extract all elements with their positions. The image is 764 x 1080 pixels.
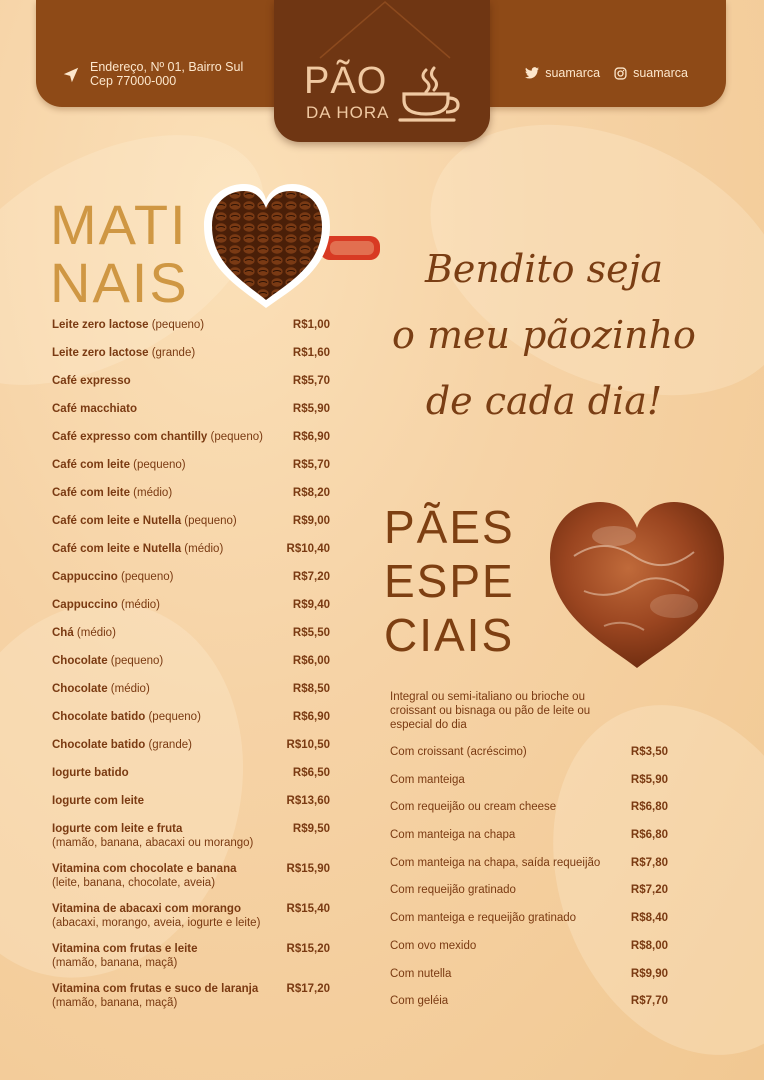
menu-item-price: R$9,50	[292, 823, 330, 835]
location-arrow-icon	[62, 66, 80, 84]
logo-subtitle: DA HORA	[306, 103, 390, 122]
menu-item-price: R$6,50	[292, 767, 330, 779]
menu-item-price: R$6,90	[292, 711, 330, 723]
menu-item-title: Chocolate	[52, 683, 108, 695]
menu-item-title: Café com leite e Nutella	[52, 515, 182, 527]
address-text	[90, 60, 243, 88]
title-line: CIAIS	[384, 609, 515, 661]
menu-item	[52, 982, 330, 1010]
menu-item-name	[52, 738, 281, 752]
instagram-icon	[614, 67, 627, 80]
menu-item-name	[52, 458, 287, 472]
menu-item-price: R$1,60	[292, 347, 330, 359]
menu-item	[52, 654, 330, 668]
menu-item	[52, 942, 330, 970]
menu-item-title: Chá	[52, 627, 74, 639]
section-title-matinais	[50, 193, 189, 314]
menu-item	[52, 374, 330, 388]
menu-item	[52, 626, 330, 640]
menu-item-price: R$8,50	[292, 683, 330, 695]
menu-item-title: Cappuccino	[52, 599, 118, 611]
menu-item-title: Iogurte com leite e fruta	[52, 823, 183, 835]
menu-item-title: Café com leite	[52, 487, 130, 499]
menu-item	[390, 773, 668, 787]
menu-item-name	[52, 514, 287, 528]
menu-item-name: Com manteiga e requeijão gratinado	[390, 912, 577, 925]
menu-item-size: (médio)	[73, 627, 116, 639]
twitter-icon	[525, 67, 539, 79]
menu-item	[52, 862, 330, 890]
menu-item-name: Com requeijão gratinado	[390, 884, 516, 897]
menu-item-size: (médio)	[129, 487, 173, 499]
roof-lines-decoration	[300, 0, 470, 60]
menu-item-price: R$7,70	[630, 995, 668, 1008]
menu-item-name	[52, 570, 287, 584]
menu-item-size: (médio)	[107, 683, 150, 695]
menu-item-price: R$6,90	[292, 431, 330, 443]
menu-item-name: Com manteiga	[390, 773, 465, 786]
menu-item-price: R$15,20	[286, 943, 330, 955]
paes-menu-list	[390, 745, 668, 1022]
menu-item-name	[52, 822, 287, 850]
menu-item-ingredients: (abacaxi, morango, aveia, iogurte e leite)	[52, 917, 261, 929]
instagram-handle: suamarca	[633, 66, 688, 80]
menu-item	[390, 856, 668, 870]
menu-item-price: R$9,00	[292, 515, 330, 527]
menu-item-name: Com ovo mexido	[390, 939, 477, 952]
menu-item-price: R$17,20	[286, 983, 330, 995]
menu-item-size: (grande)	[148, 347, 196, 359]
menu-item-size: (pequeno)	[207, 431, 263, 443]
menu-item-size: (pequeno)	[181, 515, 237, 527]
menu-item-title: Chocolate batido	[52, 739, 146, 751]
menu-item-price: R$9,90	[630, 967, 668, 980]
menu-item-name	[52, 374, 287, 388]
menu-item-title: Café com leite e Nutella	[52, 543, 182, 555]
menu-item-name	[52, 402, 287, 416]
menu-item-title: Vitamina com frutas e leite	[52, 943, 198, 955]
menu-item-title: Leite zero lactose	[52, 347, 149, 359]
section-title-paes-especiais	[384, 500, 515, 662]
menu-item	[390, 828, 668, 842]
menu-item-price: R$6,00	[292, 655, 330, 667]
menu-item-price: R$5,90	[292, 403, 330, 415]
menu-item-name	[52, 318, 287, 332]
menu-item-name	[52, 486, 287, 500]
menu-item-name	[52, 942, 281, 970]
menu-item-price: R$5,70	[292, 375, 330, 387]
menu-item-price: R$3,50	[630, 746, 668, 758]
menu-item-ingredients: (mamão, banana, abacaxi ou morango)	[52, 837, 254, 849]
menu-item	[390, 939, 668, 953]
slogan-line: Bendito seja	[424, 247, 664, 291]
menu-item-title: Vitamina com chocolate e banana	[52, 863, 237, 875]
menu-item-size: (pequeno)	[145, 711, 201, 723]
menu-item-price: R$7,20	[292, 571, 330, 583]
menu-item	[52, 902, 330, 930]
menu-item-title: Chocolate batido	[52, 711, 146, 723]
menu-item-price: R$15,90	[286, 863, 330, 875]
matinais-menu-list	[52, 318, 330, 1022]
menu-item	[52, 458, 330, 472]
menu-item-price: R$5,50	[292, 627, 330, 639]
menu-item-price: R$9,40	[292, 599, 330, 611]
menu-item	[390, 911, 668, 925]
menu-item-name	[52, 862, 281, 890]
menu-item	[52, 766, 330, 780]
menu-item-price: R$8,20	[292, 487, 330, 499]
menu-item	[52, 682, 330, 696]
menu-item-name: Com croissant (acréscimo)	[390, 746, 527, 758]
menu-item-title: Chocolate	[52, 655, 108, 667]
menu-item	[52, 402, 330, 416]
menu-item	[52, 514, 330, 528]
menu-item	[52, 738, 330, 752]
slogan-line: de cada dia!	[425, 379, 663, 423]
menu-item-price: R$1,00	[292, 319, 330, 331]
menu-item-price: R$13,60	[286, 795, 330, 807]
menu-item	[52, 486, 330, 500]
menu-item-title: Café macchiato	[52, 403, 138, 415]
menu-item-price: R$10,40	[286, 543, 330, 555]
instagram-link[interactable]	[614, 66, 688, 80]
menu-item-name	[52, 654, 287, 668]
menu-item	[390, 883, 668, 897]
coffee-cup-icon	[398, 66, 460, 126]
paes-intro-text: Integral ou semi-italiano ou brioche ou croissant ou bisnaga ou pão de leite ou especial do dia	[390, 691, 591, 731]
menu-item	[52, 822, 330, 850]
menu-item-size: (pequeno)	[148, 319, 205, 331]
menu-item	[390, 800, 668, 814]
slogan-line: o meu pãozinho	[392, 313, 696, 357]
menu-item-price: R$6,80	[630, 801, 668, 814]
menu-item-ingredients: (leite, banana, chocolate, aveia)	[52, 877, 216, 889]
menu-item-name	[52, 794, 281, 808]
address-block	[62, 60, 243, 88]
menu-item	[390, 745, 668, 759]
menu-item-price: R$7,20	[630, 884, 668, 897]
title-line: ESPE	[384, 555, 515, 607]
menu-item-name	[52, 542, 281, 556]
heart-bread-image	[544, 496, 730, 674]
menu-item-name: Com manteiga na chapa	[390, 829, 516, 842]
menu-item-title: Café expresso com chantilly	[52, 431, 208, 443]
heart-coffee-cup-image	[200, 178, 384, 318]
menu-item-title: Iogurte com leite	[52, 795, 145, 807]
menu-item-title: Leite zero lactose	[52, 319, 149, 331]
title-line: MATI	[50, 193, 188, 256]
menu-item-price: R$6,80	[630, 829, 668, 842]
menu-item-price: R$7,80	[630, 856, 668, 869]
menu-item	[390, 994, 668, 1008]
menu-item	[390, 967, 668, 981]
menu-item-price: R$15,40	[286, 903, 330, 915]
menu-item-name	[52, 710, 287, 724]
menu-item-title: Café expresso	[52, 375, 131, 387]
menu-item-ingredients: (mamão, banana, maçã)	[52, 997, 178, 1009]
menu-item-name: Com manteiga na chapa, saída requeijão	[390, 856, 601, 869]
menu-item	[52, 346, 330, 360]
menu-item-name	[52, 430, 287, 444]
menu-item-size: (pequeno)	[107, 655, 164, 667]
menu-item	[52, 318, 330, 332]
menu-item-name	[52, 346, 287, 360]
menu-item-title: Vitamina de abacaxi com morango	[52, 903, 241, 915]
menu-item-price: R$5,70	[292, 459, 330, 471]
address-line: Endereço, Nº 01, Bairro Sul	[90, 60, 244, 74]
menu-item	[52, 542, 330, 556]
twitter-handle: suamarca	[545, 66, 601, 80]
menu-item-name	[52, 766, 287, 780]
menu-item-name: Com geléia	[390, 995, 449, 1008]
menu-item-name	[52, 682, 287, 696]
slogan	[384, 236, 704, 434]
menu-item-title: Cappuccino	[52, 571, 118, 583]
menu-item	[52, 598, 330, 612]
logo-title: PÃO	[304, 60, 388, 102]
menu-item-price: R$8,00	[630, 939, 668, 952]
menu-item-size: (pequeno)	[117, 571, 174, 583]
menu-item-title: Café com leite	[52, 459, 130, 471]
social-links	[525, 66, 688, 80]
menu-item	[52, 710, 330, 724]
menu-item	[52, 430, 330, 444]
title-line: PÃES	[384, 501, 515, 553]
menu-item-name	[52, 982, 281, 1010]
menu-item-price: R$8,40	[630, 912, 668, 925]
menu-item-size: (grande)	[145, 739, 192, 751]
menu-item-size: (médio)	[181, 543, 224, 555]
menu-item-title: Vitamina com frutas e suco de laranja	[52, 983, 259, 995]
menu-item	[52, 794, 330, 808]
menu-item-size: (médio)	[117, 599, 160, 611]
menu-item-size: (pequeno)	[129, 459, 186, 471]
menu-item-name	[52, 598, 287, 612]
twitter-link[interactable]	[525, 66, 600, 80]
menu-item-name: Com requeijão ou cream cheese	[390, 801, 557, 814]
postal-code: Cep 77000-000	[90, 74, 177, 88]
menu-item-title: Iogurte batido	[52, 767, 129, 779]
menu-item-name	[52, 902, 281, 930]
menu-item-name: Com nutella	[390, 967, 452, 980]
menu-item-name	[52, 626, 287, 640]
menu-item-price: R$10,50	[286, 739, 330, 751]
menu-item	[52, 570, 330, 584]
menu-item-price: R$5,90	[630, 773, 668, 786]
title-line: NAIS	[50, 251, 189, 314]
menu-item-ingredients: (mamão, banana, maçã)	[52, 957, 178, 969]
